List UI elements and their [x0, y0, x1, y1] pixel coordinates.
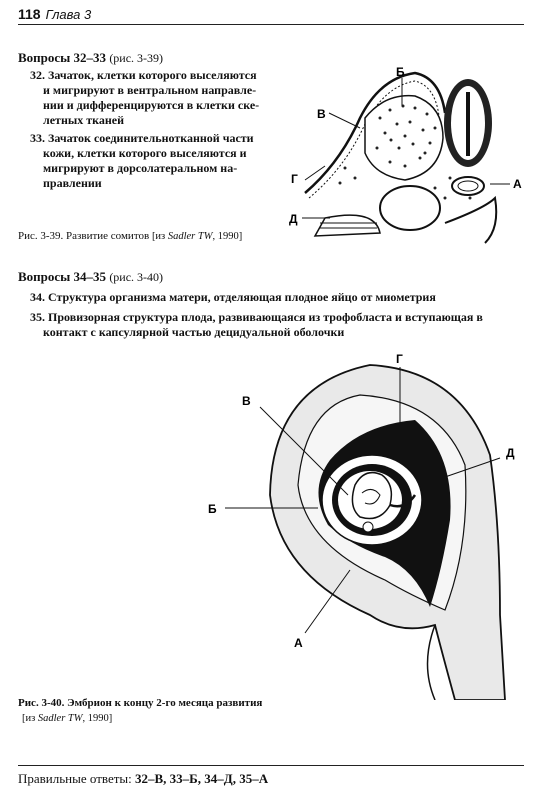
question-34-line: 34. Структура организма матери, отделяющая плодное яйцо от миометрия [30, 290, 436, 304]
question-33-line: 33. Зачаток соединительнотканной части [30, 131, 254, 145]
cervix-line [428, 625, 436, 700]
section1-heading [18, 50, 163, 66]
question-33-line: мигрируют в дорсолатеральном на- [43, 161, 238, 175]
endoderm [445, 198, 496, 243]
figure-3-40-label-b: Б [208, 502, 217, 516]
yolk-sac [363, 522, 373, 532]
question-35 [30, 310, 530, 340]
embryo [352, 473, 391, 519]
figure-3-39-label-a: А [513, 177, 522, 191]
figure-3-40-caption [18, 697, 262, 709]
answers-rule [18, 765, 524, 766]
figure-3-40-label-a: А [294, 636, 303, 650]
dorsal-aorta [380, 186, 440, 230]
figure-3-39-caption [18, 230, 242, 242]
section2-title: Вопросы 34–35 [18, 269, 107, 284]
figure-3-39-label-v: В [317, 107, 326, 121]
chapter-title: Глава 3 [45, 7, 92, 22]
figure-3-39-label-d: Д [289, 212, 298, 226]
question-33 [30, 131, 290, 191]
page-number: 118 [18, 6, 41, 22]
section1-title: Вопросы 32–33 [18, 50, 107, 65]
figure-3-39-label-b: Б [396, 65, 405, 79]
notochord [452, 177, 484, 195]
figure-3-40-label-g: Г [396, 352, 403, 366]
header-rule [18, 24, 524, 25]
question-32-line: летных тканей [43, 113, 125, 127]
figure-3-40 [200, 345, 530, 700]
leader-v [329, 113, 360, 128]
question-35-line: 35. Провизорная структура плода, развивающаяся из трофобласта и вступающая в [30, 310, 483, 324]
page-header [18, 6, 91, 24]
figure-3-39 [285, 58, 530, 248]
body-wall-layers [320, 223, 377, 228]
question-34 [30, 290, 530, 305]
question-32-line: 32. Зачаток, клетки которого выселяются [30, 68, 257, 82]
question-32 [30, 68, 290, 128]
figure-3-39-source: [из Sadler TW, 1990] [151, 231, 243, 242]
figure-3-39-label-g: Г [291, 172, 298, 186]
answers [18, 771, 268, 787]
answers-prefix: Правильные ответы: [18, 771, 132, 786]
question-32-line: и мигрируют в вентральном направле- [43, 83, 257, 97]
somite [365, 96, 443, 180]
figure-3-40-label: Рис. 3-40. Эмбрион к концу 2-го месяца развития [18, 697, 263, 709]
question-32-line: нии и дифференцируются в клетки ске- [43, 98, 260, 112]
section2-fig-ref: (рис. 3-40) [109, 270, 164, 284]
section1-fig-ref: (рис. 3-39) [109, 51, 164, 65]
figure-3-40-label-d: Д [506, 446, 515, 460]
figure-3-40-source-wrap [22, 712, 112, 724]
figure-3-40-label-v: В [242, 394, 251, 408]
figure-3-40-source: [из Sadler TW, 1990] [22, 713, 113, 724]
question-35-line: контакт с капсулярной частью децидуальной оболочки [43, 325, 345, 339]
section2-heading [18, 269, 163, 285]
figure-3-39-label: Рис. 3-39. Развитие сомитов [18, 230, 150, 242]
question-33-line: правлении [43, 176, 102, 190]
question-33-line: кожи, клетки которого выселяются и [43, 146, 247, 160]
answers-text: 32–В, 33–Б, 34–Д, 35–А [135, 771, 269, 786]
